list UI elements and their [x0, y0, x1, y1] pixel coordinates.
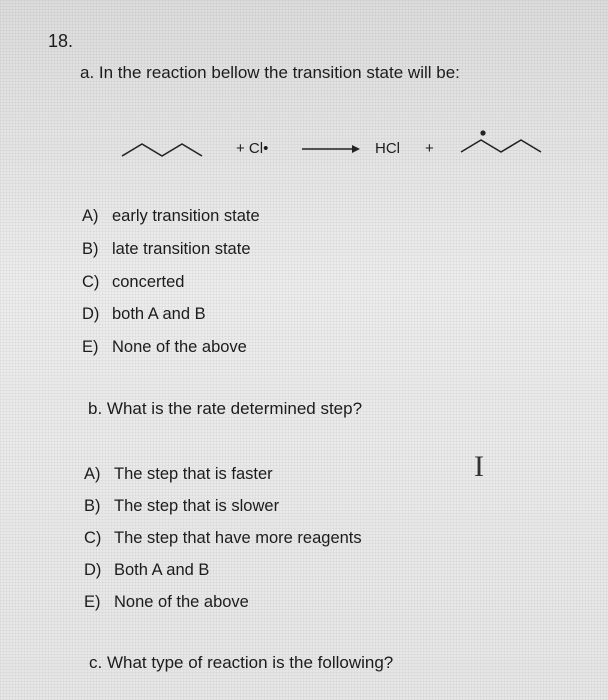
part-b-prompt: b. What is the rate determined step?: [88, 399, 363, 418]
part-b-option-e[interactable]: E) None of the above: [84, 593, 249, 611]
part-b-option-d[interactable]: D) Both A and B: [84, 561, 210, 579]
part-c-prompt: c. What type of reaction is the following?: [89, 653, 394, 672]
part-a-option-c[interactable]: C) concerted: [82, 273, 185, 291]
pentane-skeletal-structure: [118, 136, 218, 166]
part-a-option-e[interactable]: E) None of the above: [82, 338, 247, 356]
product-hcl: HCl: [375, 140, 400, 157]
text-cursor-icon: I: [474, 450, 484, 483]
question-number: 18.: [48, 31, 74, 51]
part-a-option-d[interactable]: D) both A and B: [82, 305, 206, 323]
reaction-arrow: [300, 142, 362, 156]
part-a-prompt: a. In the reaction bellow the transition state will be:: [80, 63, 460, 82]
part-a-option-a[interactable]: A) early transition state: [82, 207, 260, 225]
pentyl-radical-skeletal-structure: [455, 122, 555, 162]
part-a-option-b[interactable]: B) late transition state: [82, 240, 251, 258]
plus-sign: +: [425, 140, 434, 157]
part-b-option-c[interactable]: C) The step that have more reagents: [84, 529, 362, 547]
part-b-option-a[interactable]: A) The step that is faster: [84, 465, 273, 483]
reagent-chlorine-radical: + Cl•: [236, 140, 269, 157]
part-b-option-b[interactable]: B) The step that is slower: [84, 497, 280, 515]
